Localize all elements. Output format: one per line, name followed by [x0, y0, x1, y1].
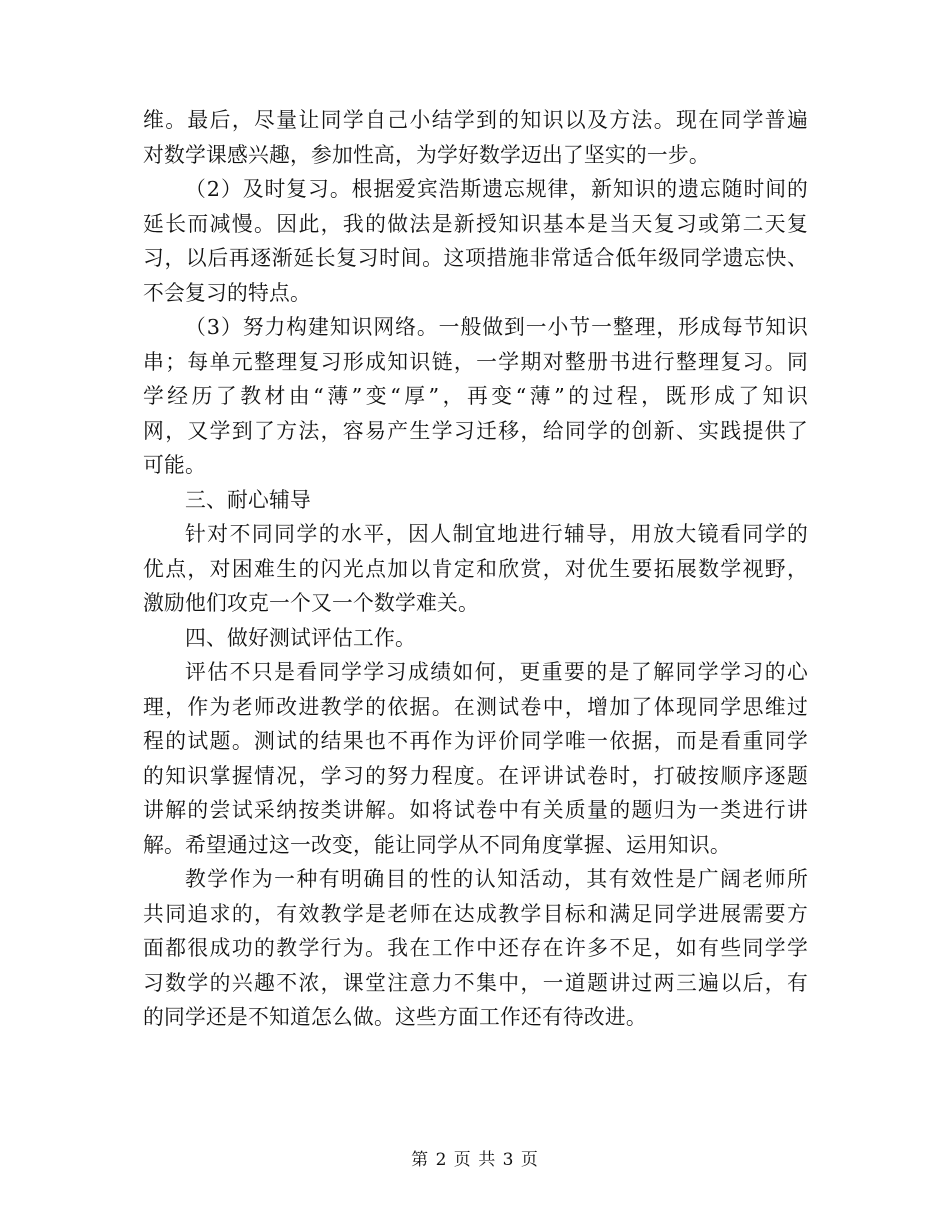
text-lines [143, 103, 808, 1035]
page-number: 第 2 页 共 3 页 [411, 1150, 539, 1170]
text-line: （3）努力构建知识网络。一般做到一小节一整理，形成每节知识 [185, 315, 808, 339]
text-line: 习数学的兴趣不浓，课堂注意力不集中，一道题讲过两三遍以后，有 [143, 970, 808, 995]
document-body [143, 103, 808, 1035]
text-line: 面都很成功的教学行为。我在工作中还存在许多不足，如有些同学学 [143, 936, 808, 960]
text-line: 评估不只是看同学学习成绩如何，更重要的是了解同学学习的心 [185, 660, 808, 684]
text-line: 程的试题。测试的结果也不再作为评价同学唯一依据，而是看重同学 [143, 729, 808, 753]
text-line: 优点，对困难生的闪光点加以肯定和欣赏，对优生要拓展数学视野， [143, 556, 808, 581]
text-line: 的知识掌握情况，学习的努力程度。在评讲试卷时，打破按顺序逐题 [143, 763, 808, 788]
text-line: 串；每单元整理复习形成知识链，一学期对整册书进行整理复习。同 [143, 349, 808, 374]
text-line: 讲解的尝试采纳按类讲解。如将试卷中有关质量的题归为一类进行讲 [143, 798, 808, 822]
text-line: 网，又学到了方法，容易产生学习迁移，给同学的创新、实践提供了 [143, 418, 808, 443]
text-line: 四、做好测试评估工作。 [185, 625, 416, 650]
text-line: 维。最后，尽量让同学自己小结学到的知识以及方法。现在同学普遍 [143, 108, 808, 132]
text-line: 可能。 [143, 453, 206, 477]
text-line: 习，以后再逐渐延长复习时间。这项措施非常适合低年级同学遗忘快、 [143, 246, 808, 270]
text-line: 针对不同同学的水平，因人制宜地进行辅导，用放大镜看同学的 [185, 522, 808, 546]
text-line: 解。希望通过这一改变，能让同学从不同角度掌握、运用知识。 [143, 832, 731, 857]
text-line: 共同追求的，有效教学是老师在达成教学目标和满足同学进展需要方 [143, 901, 808, 926]
text-line: 对数学课感兴趣，参加性高，为学好数学迈出了坚实的一步。 [143, 142, 710, 167]
text-line: 学经历了教材由“薄”变“厚”，再变“薄”的过程，既形成了知识 [143, 384, 808, 408]
text-line: 理，作为老师改进教学的依据。在测试卷中，增加了体现同学思维过 [143, 694, 808, 719]
text-line: 的同学还是不知道怎么做。这些方面工作还有待改进。 [143, 1005, 647, 1029]
text-line: （2）及时复习。根据爱宾浩斯遗忘规律，新知识的遗忘随时间的 [185, 177, 808, 201]
text-line: 三、耐心辅导 [185, 487, 311, 512]
text-line: 激励他们攻克一个又一个数学难关。 [143, 591, 479, 615]
text-line: 不会复习的特点。 [143, 280, 311, 305]
text-line: 教学作为一种有明确目的性的认知活动，其有效性是广阔老师所 [185, 867, 808, 891]
text-line: 延长而减慢。因此，我的做法是新授知识基本是当天复习或第二天复 [143, 211, 808, 236]
